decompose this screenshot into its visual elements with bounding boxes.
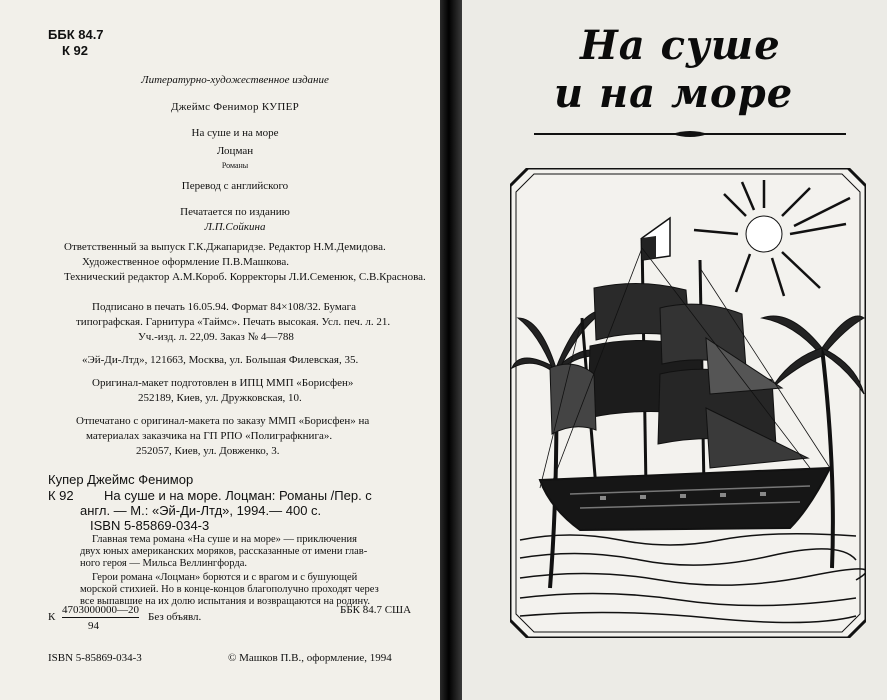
biblio-line-2: англ. — М.: «Эй-Ди-Лтд», 1994.— 400 с. (80, 503, 322, 518)
bbk-code: ББК 84.7 (48, 27, 104, 42)
rule-ornament-icon (670, 128, 710, 140)
annotation-2: двух юных американских моряков, рассказанные от имени глав- (80, 546, 368, 557)
no-announcement: Без объявл. (148, 611, 202, 623)
title-line-2: и на море (554, 70, 794, 117)
printed-by-1: Отпечатано с оригинал-макета по заказу ММП «Борисфен» на (76, 415, 370, 427)
credits-line-1: Ответственный за выпуск Г.К.Джапаридзе. Редактор Н.М.Демидова. (64, 241, 386, 253)
annotation-3: ного героя — Мильса Веллингфорда. (80, 558, 248, 569)
credits-line-2: Художественное оформление П.В.Машкова. (82, 256, 290, 268)
biblio-code: К 92 (48, 488, 74, 503)
print-info-1: Подписано в печать 16.05.94. Формат 84×108/32. Бумага (92, 301, 357, 313)
index-denominator: 94 (88, 620, 99, 632)
print-info-3: Уч.-изд. л. 22,09. Заказ № 4—788 (138, 331, 294, 343)
copyright: © Машков П.В., оформление, 1994 (228, 652, 392, 664)
layout-prep-2: 252189, Киев, ул. Дружковская, 10. (138, 392, 302, 404)
isbn-footer: ISBN 5-85869-034-3 (48, 652, 142, 664)
annotation-5: морской стихией. Но в конце-концов благополучно проходят через (80, 584, 379, 595)
book-title-imprint: На суше и на море (191, 127, 279, 139)
title-page (462, 0, 887, 700)
publisher-address: «Эй-Ди-Лтд», 121663, Москва, ул. Большая Филевская, 35. (82, 354, 359, 366)
printed-from: Печатается по изданию (180, 206, 290, 218)
biblio-line-1: На суше и на море. Лоцман: Романы /Пер. с (104, 488, 372, 503)
annotation-1: Главная тема романа «На суше и на море» — приключения (92, 534, 357, 545)
annotation-6: все выпавшие на их долю испытания и возвращаются на родину. (80, 596, 370, 607)
biblio-isbn: ISBN 5-85869-034-3 (90, 518, 210, 533)
annotation-4: Герои романа «Лоцман» борются и с врагом и с бушующей (92, 572, 358, 583)
novel-2-title: Лоцман (216, 145, 254, 157)
translation-note: Перевод с английского (181, 180, 289, 192)
title-line-1: На суше (580, 22, 781, 69)
edition-type: Литературно-художественное издание (141, 74, 329, 86)
author-code: К 92 (62, 43, 89, 58)
ship-illustration (510, 168, 866, 638)
author-name: Джеймс Фенимор КУПЕР (170, 101, 300, 113)
book-gutter (440, 0, 462, 700)
print-info-2: типографская. Гарнитура «Таймс». Печать высокая. Усл. печ. л. 21. (76, 316, 391, 328)
credits-line-3: Технический редактор А.М.Короб. Корректоры Л.И.Семенюк, С.В.Краснова. (64, 271, 426, 283)
biblio-author: Купер Джеймс Фенимор (48, 472, 194, 487)
genre: Романы (221, 161, 249, 170)
index-number: 4703000000—20 (62, 604, 139, 616)
printed-by-3: 252057, Киев, ул. Довженко, 3. (136, 445, 280, 457)
bbk-footer: ББК 84.7 США (340, 604, 412, 616)
printed-from-name: Л.П.Сойкина (204, 221, 266, 233)
index-letter: К (48, 611, 56, 623)
imprint-page (0, 0, 440, 700)
layout-prep-1: Оригинал-макет подготовлен в ИПЦ ММП «Борисфен» (92, 377, 354, 389)
printed-by-2: материалах заказчика на ГП РПО «Полиграфкнига». (86, 430, 333, 442)
